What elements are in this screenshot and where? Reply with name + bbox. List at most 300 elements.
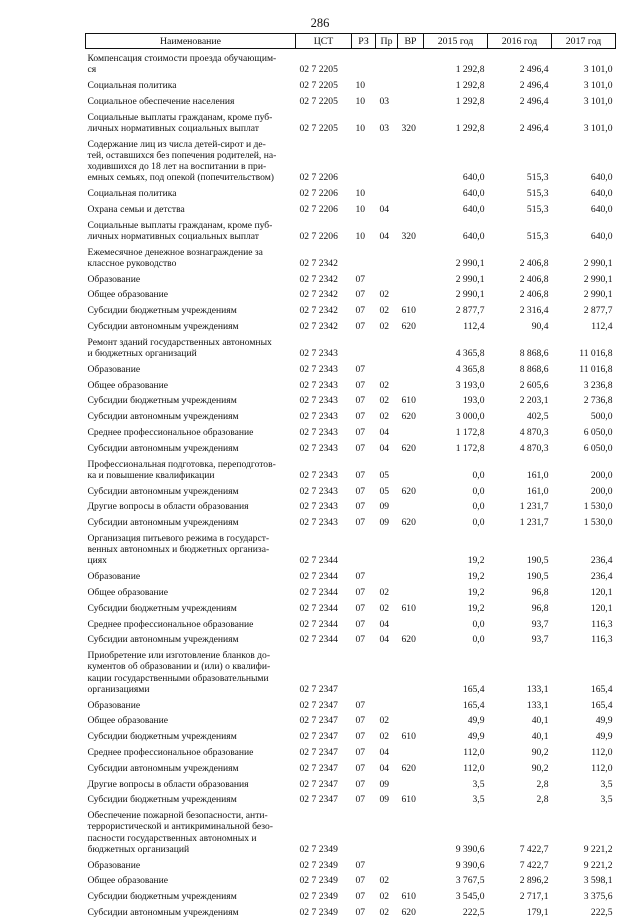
row-name: Компенсация стоимости проезда обучающим- ся (86, 49, 296, 76)
row-pr: 02 (376, 598, 398, 614)
row-pr: 02 (376, 301, 398, 317)
row-2016: 2 605,6 (488, 375, 552, 391)
table-row (86, 359, 616, 375)
table-row (86, 91, 616, 107)
row-pr (376, 134, 398, 183)
row-cst: 02 7 2349 (296, 806, 352, 855)
row-2017: 9 221,2 (552, 806, 616, 855)
row-2017: 3 101,0 (552, 49, 616, 76)
row-2015: 193,0 (424, 391, 488, 407)
row-2016: 8 868,6 (488, 359, 552, 375)
row-cst: 02 7 2205 (296, 107, 352, 134)
table-body (86, 49, 616, 918)
row-2017: 640,0 (552, 215, 616, 242)
row-rz: 10 (352, 91, 376, 107)
row-pr (376, 567, 398, 583)
row-2015: 640,0 (424, 183, 488, 199)
header-2017: 2017 год (552, 34, 616, 49)
table-row (86, 598, 616, 614)
row-pr: 04 (376, 614, 398, 630)
row-rz: 07 (352, 316, 376, 332)
row-vr (398, 134, 424, 183)
row-cst: 02 7 2343 (296, 422, 352, 438)
row-name: Охрана семьи и детства (86, 199, 296, 215)
row-name: Субсидии автономным учреждениям (86, 481, 296, 497)
row-2017: 200,0 (552, 481, 616, 497)
row-rz: 07 (352, 695, 376, 711)
row-name: Субсидии автономным учреждениям (86, 438, 296, 454)
row-2016: 515,3 (488, 183, 552, 199)
row-vr (398, 528, 424, 566)
row-cst: 02 7 2343 (296, 481, 352, 497)
row-pr: 09 (376, 513, 398, 529)
table-row (86, 513, 616, 529)
row-vr: 610 (398, 727, 424, 743)
row-2017: 640,0 (552, 134, 616, 183)
row-pr: 02 (376, 407, 398, 423)
row-2017: 112,4 (552, 316, 616, 332)
row-name: Образование (86, 567, 296, 583)
table-row (86, 438, 616, 454)
row-2016: 161,0 (488, 454, 552, 481)
row-rz: 10 (352, 215, 376, 242)
row-vr: 620 (398, 316, 424, 332)
row-name: Субсидии бюджетным учреждениям (86, 727, 296, 743)
row-vr (398, 49, 424, 76)
row-2015: 0,0 (424, 454, 488, 481)
row-2015: 222,5 (424, 902, 488, 918)
row-name: Ремонт зданий государственных автономных и бюджетных организаций (86, 332, 296, 359)
row-rz: 07 (352, 871, 376, 887)
row-rz: 07 (352, 902, 376, 918)
row-2016: 90,2 (488, 742, 552, 758)
row-2015: 2 877,7 (424, 301, 488, 317)
row-2015: 112,0 (424, 742, 488, 758)
row-rz: 07 (352, 407, 376, 423)
row-2015: 112,0 (424, 758, 488, 774)
row-cst: 02 7 2206 (296, 199, 352, 215)
row-2017: 3 375,6 (552, 887, 616, 903)
row-2017: 165,4 (552, 695, 616, 711)
row-cst: 02 7 2344 (296, 630, 352, 646)
row-rz: 07 (352, 438, 376, 454)
row-2017: 2 990,1 (552, 242, 616, 269)
row-cst: 02 7 2344 (296, 528, 352, 566)
table-row (86, 183, 616, 199)
row-cst: 02 7 2342 (296, 285, 352, 301)
row-2016: 402,5 (488, 407, 552, 423)
row-2016: 2 496,4 (488, 91, 552, 107)
row-rz: 07 (352, 727, 376, 743)
row-pr: 02 (376, 902, 398, 918)
row-cst: 02 7 2343 (296, 438, 352, 454)
row-rz: 07 (352, 375, 376, 391)
row-2015: 640,0 (424, 215, 488, 242)
row-pr: 04 (376, 630, 398, 646)
row-pr: 04 (376, 422, 398, 438)
row-vr (398, 199, 424, 215)
row-pr: 05 (376, 481, 398, 497)
row-name: Профессиональная подготовка, переподготов- ка и повышение квалификации (86, 454, 296, 481)
row-2017: 6 050,0 (552, 438, 616, 454)
row-cst: 02 7 2347 (296, 758, 352, 774)
row-rz: 10 (352, 183, 376, 199)
row-rz: 07 (352, 497, 376, 513)
table-row (86, 742, 616, 758)
row-name: Субсидии автономным учреждениям (86, 630, 296, 646)
table-row (86, 774, 616, 790)
row-name: Субсидии автономным учреждениям (86, 513, 296, 529)
row-name: Общее образование (86, 375, 296, 391)
row-name: Другие вопросы в области образования (86, 497, 296, 513)
row-pr: 04 (376, 215, 398, 242)
row-2015: 3,5 (424, 790, 488, 806)
row-2017: 236,4 (552, 567, 616, 583)
table-row (86, 855, 616, 871)
row-2015: 3 193,0 (424, 375, 488, 391)
row-vr (398, 285, 424, 301)
row-2016: 7 422,7 (488, 855, 552, 871)
table-row (86, 630, 616, 646)
row-2015: 4 365,8 (424, 359, 488, 375)
row-name: Общее образование (86, 871, 296, 887)
row-2015: 3,5 (424, 774, 488, 790)
table-row (86, 727, 616, 743)
row-cst: 02 7 2344 (296, 598, 352, 614)
row-2017: 120,1 (552, 582, 616, 598)
row-2017: 2 877,7 (552, 301, 616, 317)
row-pr (376, 332, 398, 359)
row-pr: 05 (376, 454, 398, 481)
row-2016: 4 870,3 (488, 422, 552, 438)
row-rz: 07 (352, 301, 376, 317)
row-2016: 133,1 (488, 695, 552, 711)
row-pr (376, 183, 398, 199)
row-name: Социальные выплаты гражданам, кроме пуб- личных нормативных социальных выплат (86, 215, 296, 242)
row-2016: 2 496,4 (488, 49, 552, 76)
row-cst: 02 7 2349 (296, 871, 352, 887)
row-name: Субсидии бюджетным учреждениям (86, 887, 296, 903)
table-row (86, 806, 616, 855)
table-row (86, 391, 616, 407)
row-pr: 09 (376, 497, 398, 513)
row-rz: 07 (352, 269, 376, 285)
row-pr: 02 (376, 375, 398, 391)
table-row (86, 646, 616, 695)
row-rz: 07 (352, 567, 376, 583)
row-pr: 09 (376, 774, 398, 790)
row-rz: 07 (352, 711, 376, 727)
row-name: Обеспечение пожарной безопасности, анти- террористической и антикриминальной безо- пасности государственных автономных и бюджетных организаций (86, 806, 296, 855)
row-2016: 40,1 (488, 711, 552, 727)
row-cst: 02 7 2347 (296, 646, 352, 695)
row-vr (398, 359, 424, 375)
row-pr: 04 (376, 199, 398, 215)
row-2017: 11 016,8 (552, 359, 616, 375)
row-2016: 7 422,7 (488, 806, 552, 855)
row-2015: 2 990,1 (424, 269, 488, 285)
row-2015: 1 172,8 (424, 438, 488, 454)
row-2015: 1 292,8 (424, 107, 488, 134)
row-2015: 2 990,1 (424, 285, 488, 301)
row-2017: 640,0 (552, 199, 616, 215)
row-2017: 120,1 (552, 598, 616, 614)
row-cst: 02 7 2343 (296, 359, 352, 375)
row-2015: 49,9 (424, 711, 488, 727)
row-pr (376, 49, 398, 76)
row-vr (398, 422, 424, 438)
table-row (86, 215, 616, 242)
row-2016: 93,7 (488, 614, 552, 630)
row-2017: 6 050,0 (552, 422, 616, 438)
row-name: Ежемесячное денежное вознаграждение за классное руководство (86, 242, 296, 269)
row-2017: 640,0 (552, 183, 616, 199)
row-vr (398, 242, 424, 269)
row-vr (398, 614, 424, 630)
row-2015: 0,0 (424, 497, 488, 513)
row-name: Субсидии бюджетным учреждениям (86, 790, 296, 806)
row-pr (376, 855, 398, 871)
row-pr: 02 (376, 711, 398, 727)
row-name: Организация питьевого режима в государст- венных автономных и бюджетных организа- циях (86, 528, 296, 566)
table-row (86, 301, 616, 317)
row-2017: 222,5 (552, 902, 616, 918)
row-pr: 02 (376, 871, 398, 887)
table-row (86, 497, 616, 513)
row-2016: 2 496,4 (488, 107, 552, 134)
row-2016: 2 316,4 (488, 301, 552, 317)
row-2017: 3 236,8 (552, 375, 616, 391)
row-2017: 3 101,0 (552, 76, 616, 92)
row-name: Социальные выплаты гражданам, кроме пуб- личных нормативных социальных выплат (86, 107, 296, 134)
table-row (86, 790, 616, 806)
row-vr: 610 (398, 790, 424, 806)
row-cst: 02 7 2349 (296, 902, 352, 918)
row-2016: 1 231,7 (488, 497, 552, 513)
row-vr (398, 454, 424, 481)
row-rz: 10 (352, 199, 376, 215)
row-2015: 19,2 (424, 598, 488, 614)
row-vr (398, 742, 424, 758)
row-name: Образование (86, 855, 296, 871)
row-pr: 02 (376, 582, 398, 598)
row-cst: 02 7 2344 (296, 614, 352, 630)
table-row (86, 107, 616, 134)
row-name: Среднее профессиональное образование (86, 614, 296, 630)
row-cst: 02 7 2206 (296, 215, 352, 242)
row-cst: 02 7 2347 (296, 774, 352, 790)
row-name: Общее образование (86, 582, 296, 598)
row-vr (398, 646, 424, 695)
header-name: Наименование (86, 34, 296, 49)
row-2016: 8 868,6 (488, 332, 552, 359)
row-cst: 02 7 2343 (296, 391, 352, 407)
row-rz (352, 646, 376, 695)
table-row (86, 375, 616, 391)
row-rz: 07 (352, 422, 376, 438)
row-rz: 10 (352, 107, 376, 134)
row-rz: 07 (352, 614, 376, 630)
row-cst: 02 7 2206 (296, 134, 352, 183)
row-vr (398, 855, 424, 871)
table-row (86, 285, 616, 301)
row-cst: 02 7 2343 (296, 332, 352, 359)
row-cst: 02 7 2205 (296, 76, 352, 92)
budget-table (85, 33, 616, 918)
table-row (86, 567, 616, 583)
table-row (86, 695, 616, 711)
row-2016: 96,8 (488, 598, 552, 614)
row-cst: 02 7 2342 (296, 242, 352, 269)
row-2017: 2 990,1 (552, 285, 616, 301)
header-2015: 2015 год (424, 34, 488, 49)
header-vr: ВР (398, 34, 424, 49)
row-cst: 02 7 2349 (296, 855, 352, 871)
row-cst: 02 7 2347 (296, 695, 352, 711)
table-row (86, 454, 616, 481)
row-rz: 07 (352, 855, 376, 871)
row-rz: 07 (352, 481, 376, 497)
row-name: Другие вопросы в области образования (86, 774, 296, 790)
header-cst: ЦСТ (296, 34, 352, 49)
row-name: Общее образование (86, 711, 296, 727)
row-rz: 07 (352, 758, 376, 774)
table-row (86, 528, 616, 566)
row-pr (376, 646, 398, 695)
row-rz (352, 242, 376, 269)
row-vr (398, 183, 424, 199)
table-row (86, 242, 616, 269)
row-2015: 19,2 (424, 582, 488, 598)
row-2015: 1 292,8 (424, 49, 488, 76)
row-cst: 02 7 2342 (296, 316, 352, 332)
row-2016: 2,8 (488, 790, 552, 806)
row-2016: 90,4 (488, 316, 552, 332)
row-pr: 03 (376, 91, 398, 107)
row-name: Образование (86, 269, 296, 285)
row-2015: 112,4 (424, 316, 488, 332)
row-2016: 515,3 (488, 199, 552, 215)
row-vr (398, 695, 424, 711)
row-vr (398, 871, 424, 887)
row-2016: 96,8 (488, 582, 552, 598)
row-rz: 07 (352, 582, 376, 598)
row-rz (352, 49, 376, 76)
row-cst: 02 7 2347 (296, 727, 352, 743)
row-vr: 610 (398, 391, 424, 407)
row-2017: 49,9 (552, 711, 616, 727)
row-pr: 02 (376, 887, 398, 903)
row-2015: 1 292,8 (424, 76, 488, 92)
row-cst: 02 7 2343 (296, 407, 352, 423)
row-name: Субсидии автономным учреждениям (86, 758, 296, 774)
page-number: 286 (0, 16, 640, 31)
row-cst: 02 7 2343 (296, 497, 352, 513)
table-row (86, 422, 616, 438)
row-rz: 07 (352, 790, 376, 806)
table-row (86, 481, 616, 497)
row-rz: 07 (352, 359, 376, 375)
row-2016: 2 896,2 (488, 871, 552, 887)
table-row (86, 199, 616, 215)
row-cst: 02 7 2344 (296, 582, 352, 598)
row-2015: 3 545,0 (424, 887, 488, 903)
row-cst: 02 7 2206 (296, 183, 352, 199)
row-2016: 40,1 (488, 727, 552, 743)
row-pr (376, 695, 398, 711)
row-pr: 02 (376, 316, 398, 332)
row-2015: 640,0 (424, 199, 488, 215)
row-cst: 02 7 2349 (296, 887, 352, 903)
row-2016: 2 406,8 (488, 285, 552, 301)
table-row (86, 332, 616, 359)
row-cst: 02 7 2342 (296, 301, 352, 317)
row-2015: 0,0 (424, 513, 488, 529)
row-2015: 9 390,6 (424, 855, 488, 871)
row-2017: 1 530,0 (552, 513, 616, 529)
row-vr: 620 (398, 902, 424, 918)
row-cst: 02 7 2343 (296, 375, 352, 391)
row-cst: 02 7 2343 (296, 513, 352, 529)
row-vr (398, 76, 424, 92)
row-name: Среднее профессиональное образование (86, 422, 296, 438)
row-name: Субсидии автономным учреждениям (86, 407, 296, 423)
row-vr: 610 (398, 598, 424, 614)
row-cst: 02 7 2205 (296, 91, 352, 107)
row-2017: 116,3 (552, 614, 616, 630)
row-2016: 161,0 (488, 481, 552, 497)
row-2016: 90,2 (488, 758, 552, 774)
row-2017: 500,0 (552, 407, 616, 423)
row-2017: 165,4 (552, 646, 616, 695)
row-rz: 07 (352, 887, 376, 903)
row-vr: 610 (398, 301, 424, 317)
row-2017: 3 101,0 (552, 91, 616, 107)
row-vr (398, 567, 424, 583)
row-2017: 11 016,8 (552, 332, 616, 359)
row-rz (352, 528, 376, 566)
row-2015: 165,4 (424, 695, 488, 711)
row-2016: 133,1 (488, 646, 552, 695)
row-2016: 2 406,8 (488, 242, 552, 269)
row-2017: 3 598,1 (552, 871, 616, 887)
row-2017: 112,0 (552, 742, 616, 758)
row-pr (376, 242, 398, 269)
row-cst: 02 7 2344 (296, 567, 352, 583)
row-pr (376, 359, 398, 375)
header-2016: 2016 год (488, 34, 552, 49)
row-vr (398, 806, 424, 855)
table-row (86, 316, 616, 332)
row-name: Субсидии бюджетным учреждениям (86, 301, 296, 317)
table-row (86, 614, 616, 630)
row-rz: 07 (352, 285, 376, 301)
row-2015: 4 365,8 (424, 332, 488, 359)
row-rz: 07 (352, 391, 376, 407)
row-vr: 620 (398, 513, 424, 529)
row-rz (352, 134, 376, 183)
row-2017: 9 221,2 (552, 855, 616, 871)
row-vr (398, 91, 424, 107)
row-pr: 02 (376, 391, 398, 407)
row-2015: 165,4 (424, 646, 488, 695)
row-rz (352, 806, 376, 855)
row-2016: 2 203,1 (488, 391, 552, 407)
header-pr: Пр (376, 34, 398, 49)
row-2016: 2 406,8 (488, 269, 552, 285)
row-rz: 07 (352, 630, 376, 646)
row-vr (398, 711, 424, 727)
